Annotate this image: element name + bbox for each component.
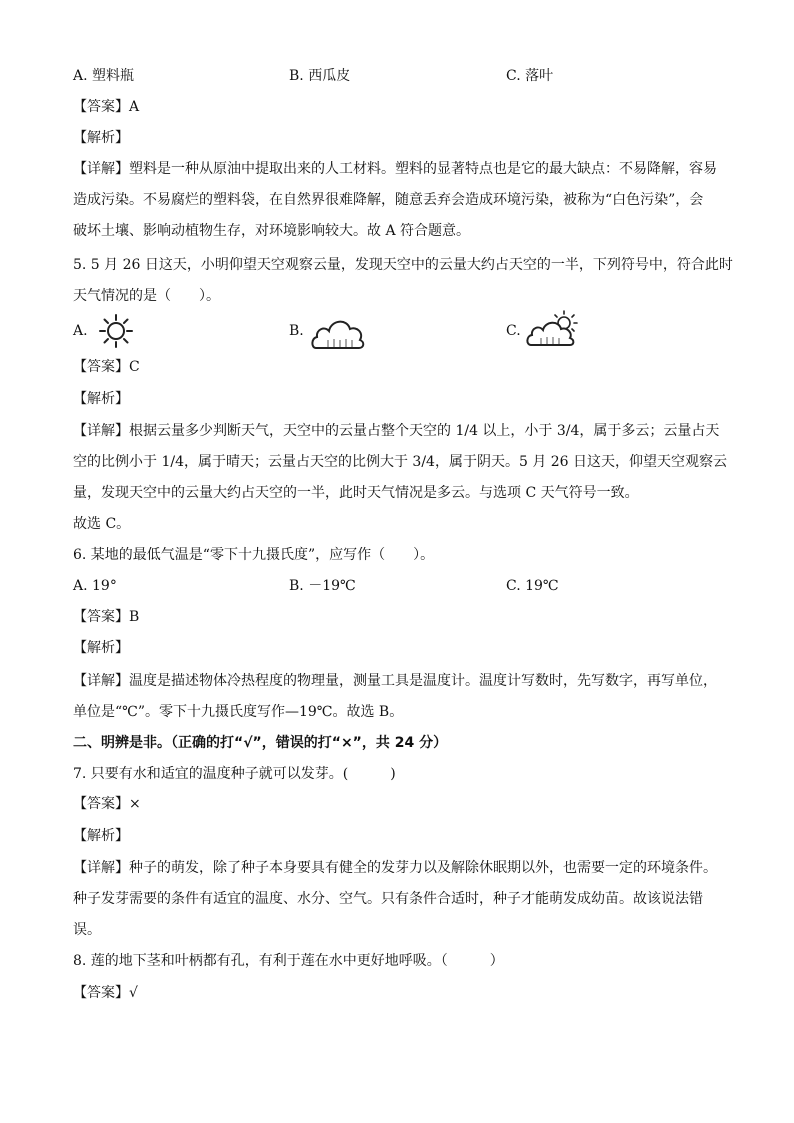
q7-answer: 【答案】× (73, 796, 141, 812)
q4-detail-line-3: 破坏土壤、影响动植物生存，对环境影响较大。故 A 符合题意。 (73, 223, 471, 239)
q6-option-c: C. 19℃ (506, 578, 559, 594)
q5-stem-line-1: 5. 5 月 26 日这天，小明仰望天空观察云量，发现天空中的云量大约占天空的一半，下列符号中，符合此时 (73, 257, 733, 273)
q6-detail-line-2: 单位是“℃”。零下十九摄氏度写作—19℃。故选 B。 (73, 704, 404, 720)
q4-answer: 【答案】A (73, 99, 140, 115)
q7-detail-line-1: 【详解】种子的萌发，除了种子本身要具有健全的发芽力以及解除休眠期以外，也需要一定的环境条件。 (73, 860, 717, 876)
q5-option-c-label: C. (506, 323, 521, 339)
q7-detail-line-2: 种子发芽需要的条件有适宜的温度、水分、空气。只有条件合适时，种子才能萌发成幼苗。故该说法错 (73, 891, 703, 907)
q5-detail-line-4: 故选 C。 (73, 516, 131, 532)
cloud-icon (310, 312, 366, 352)
q6-analysis-label: 【解析】 (73, 640, 129, 656)
q7-detail-line-3: 误。 (73, 922, 101, 938)
q8-answer: 【答案】√ (73, 985, 138, 1001)
partly-cloudy-icon (526, 309, 582, 349)
q5-option-a-label: A. (73, 323, 88, 339)
q5-detail-line-3: 量，发现天空中的云量大约占天空的一半，此时天气情况是多云。与选项 C 天气符号一致。 (73, 485, 639, 501)
q5-analysis-label: 【解析】 (73, 391, 129, 407)
q7-analysis-label: 【解析】 (73, 828, 129, 844)
q5-stem-line-2: 天气情况的是（ ）。 (73, 288, 220, 304)
q5-detail-line-1: 【详解】根据云量多少判断天气，天空中的云量占整个天空的 1/4 以上，小于 3/4，属于多云；云量占天 (73, 423, 720, 439)
q6-answer: 【答案】B (73, 609, 140, 625)
q5-option-b-label: B. (289, 323, 304, 339)
q4-option-c: C. 落叶 (506, 68, 554, 84)
q6-option-a: A. 19° (73, 578, 117, 594)
q6-detail-line-1: 【详解】温度是描述物体冷热程度的物理量，测量工具是温度计。温度计写数时，先写数字，再写单位， (73, 673, 717, 689)
q4-analysis-label: 【解析】 (73, 130, 129, 146)
q6-stem: 6. 某地的最低气温是“零下十九摄氏度”，应写作（ ）。 (73, 547, 435, 563)
section-2-heading: 二、明辨是非。（正确的打“√”，错误的打“×”，共 24 分） (73, 735, 448, 751)
q5-answer: 【答案】C (73, 359, 140, 375)
q4-option-a: A. 塑料瓶 (73, 68, 135, 84)
q5-detail-line-2: 空的比例小于 1/4，属于晴天；云量占天空的比例大于 3/4，属于阴天。5 月 26 日这天，仰望天空观察云 (73, 454, 728, 470)
q4-detail-line-2: 造成污染。不易腐烂的塑料袋，在自然界很难降解，随意丢弃会造成环境污染，被称为“白色污染”，会 (73, 192, 704, 208)
q4-detail-line-1: 【详解】塑料是一种从原油中提取出来的人工材料。塑料的显著特点也是它的最大缺点：不易降解，容易 (73, 161, 717, 177)
q7-stem: 7. 只要有水和适宜的温度种子就可以发芽。( ) (73, 766, 396, 782)
sun-icon (98, 313, 134, 349)
q6-option-b: B. －19℃ (289, 578, 356, 594)
q4-option-b: B. 西瓜皮 (289, 68, 351, 84)
q8-stem: 8. 莲的地下茎和叶柄都有孔，有利于莲在水中更好地呼吸。（ ） (73, 953, 504, 969)
